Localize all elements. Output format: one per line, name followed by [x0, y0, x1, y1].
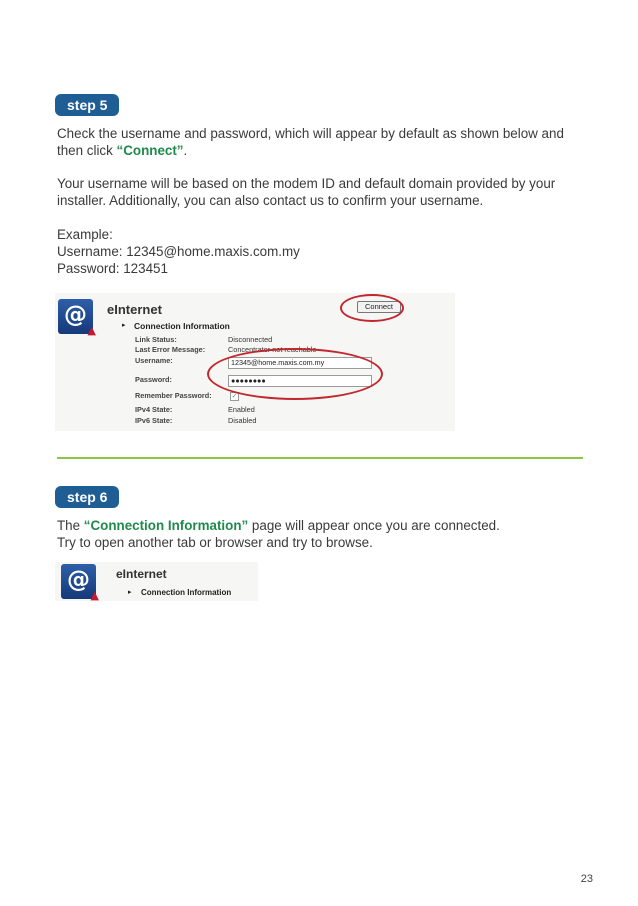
- step-5-username-note: Your username will be based on the modem ID and default domain provided by your installer. Additionally, you can also contact us to confirm your username.: [57, 176, 556, 208]
- password-input[interactable]: ●●●●●●●●: [228, 375, 372, 387]
- ipv4-state-label: IPv4 State:: [135, 405, 173, 414]
- logo-mark-icon: ▲: [87, 324, 96, 337]
- username-label: Username:: [135, 356, 173, 365]
- app-title: eInternet: [116, 567, 167, 581]
- at-glyph: @: [64, 302, 87, 328]
- section-arrow-icon: ▸: [122, 322, 126, 329]
- instruction-text: Check the username and password, which will appear by default as shown below and then click: [57, 126, 564, 158]
- connect-highlight-ring: [340, 294, 404, 322]
- example-password: Password: 123451: [57, 261, 168, 276]
- credentials-highlight-ring: [207, 348, 383, 400]
- example-username: Username: 12345@home.maxis.com.my: [57, 244, 300, 259]
- ipv4-state-value: Enabled: [228, 405, 255, 414]
- connection-information-heading: Connection Information: [134, 321, 230, 331]
- at-glyph: @: [67, 567, 90, 593]
- step-5-instruction: [57, 125, 577, 159]
- last-error-value: Concentrator not reachable: [228, 345, 317, 354]
- einternet-login-screenshot: [55, 293, 455, 431]
- ipv6-state-value: Disabled: [228, 416, 257, 425]
- step-5-badge: step 5: [55, 94, 119, 116]
- link-status-value: Disconnected: [228, 335, 273, 344]
- instruction-end: .: [183, 143, 188, 158]
- connect-button[interactable]: Connect: [357, 301, 401, 313]
- step-6-badge: step 6: [55, 486, 119, 508]
- connection-information-heading: Connection Information: [141, 588, 232, 597]
- einternet-logo-icon: [58, 299, 96, 337]
- remember-password-label: Remember Password:: [135, 391, 212, 400]
- logo-mark-icon: ▲: [90, 589, 99, 602]
- step-6-instruction: [57, 517, 577, 534]
- link-status-label: Link Status:: [135, 335, 177, 344]
- step-6-browse-note: Try to open another tab or browser and try to browse.: [57, 535, 373, 550]
- section-arrow-icon: ▸: [128, 589, 132, 596]
- instruction-text: The: [57, 518, 84, 533]
- example-label: Example:: [57, 227, 113, 242]
- connect-keyword: “Connect”: [116, 143, 184, 158]
- connection-information-screenshot: [55, 562, 258, 601]
- last-error-label: Last Error Message:: [135, 345, 206, 354]
- username-input[interactable]: 12345@home.maxis.com.my: [228, 357, 372, 369]
- instruction-end: page will appear once you are connected.: [248, 518, 500, 533]
- section-divider: [57, 457, 583, 459]
- einternet-logo-icon: [61, 564, 99, 602]
- connection-information-keyword: “Connection Information”: [83, 518, 249, 533]
- remember-password-checkbox[interactable]: ✓: [231, 393, 238, 400]
- ipv6-state-label: IPv6 State:: [135, 416, 173, 425]
- app-title: eInternet: [107, 302, 162, 317]
- page-number: 23: [580, 873, 593, 885]
- password-label: Password:: [135, 375, 172, 384]
